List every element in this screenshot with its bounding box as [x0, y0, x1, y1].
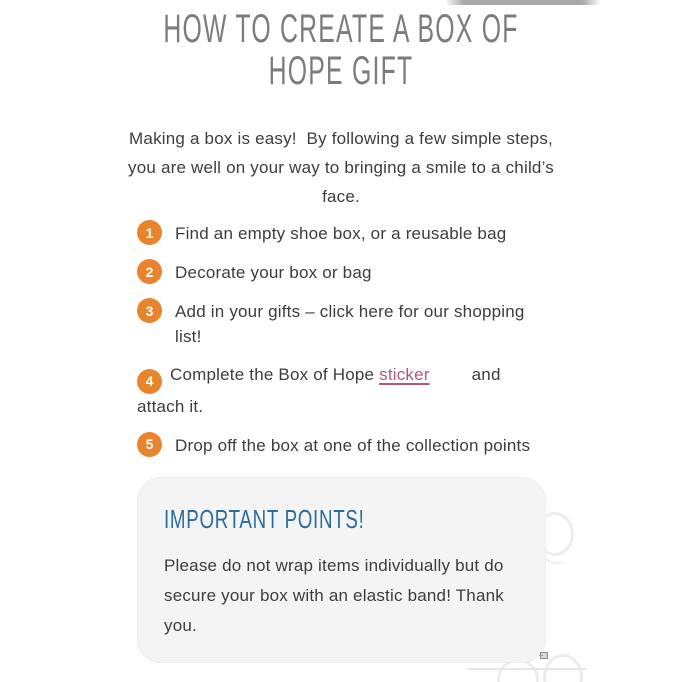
step-2-number-badge: 2 — [137, 259, 162, 284]
step-3-number-badge: 3 — [137, 298, 162, 323]
step-4-text — [137, 364, 501, 416]
step-2-text: Decorate your box or bag — [175, 263, 372, 282]
step-4-number-badge: 4 — [137, 369, 162, 394]
step-4-text-suffix: and attach it. — [137, 365, 501, 416]
important-points-heading: IMPORTANT POINTS! — [164, 504, 365, 534]
background-watermark-line — [468, 668, 586, 670]
step-5-number-badge: 5 — [137, 432, 162, 457]
important-points-card — [137, 477, 546, 663]
step-item-1 — [137, 220, 547, 246]
step-1-text: Find an empty shoe box, or a reusable bag — [175, 224, 507, 243]
step-1-number-badge: 1 — [137, 220, 162, 245]
inline-spacer — [430, 379, 472, 380]
step-item-2 — [137, 259, 547, 285]
step-item-4 — [137, 362, 515, 419]
page-title-line-1: HOW TO CREATE A BOX OF — [163, 7, 519, 51]
step-5-text: Drop off the box at one of the collection points — [175, 435, 531, 455]
step-3-text: Add in your gifts – click here for our shopping list! — [175, 302, 525, 346]
page-title — [130, 8, 553, 92]
step-item-5 — [137, 432, 547, 458]
page-title-line-2: HOPE GIFT — [268, 49, 414, 93]
steps-list — [137, 220, 547, 471]
important-points-body: Please do not wrap items individually but do secure your box with an elastic band! Thank you. — [164, 556, 504, 635]
step-item-3 — [137, 298, 547, 349]
top-edge-bar — [445, 0, 601, 5]
tiny-resize-handle-icon — [539, 652, 548, 661]
sticker-link[interactable]: sticker — [379, 365, 430, 384]
step-4-text-prefix: Complete the Box of Hope — [170, 365, 380, 384]
intro-paragraph: Making a box is easy! By following a few simple steps, you are well on your way to bringing a smile to a child’s face. — [128, 129, 554, 206]
